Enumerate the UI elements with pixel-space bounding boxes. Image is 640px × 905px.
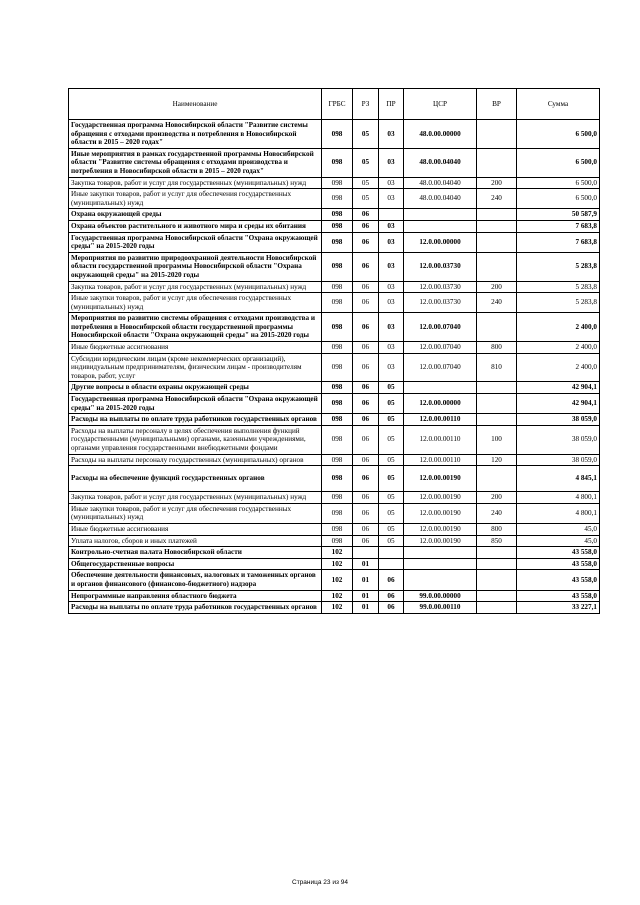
cell-csr: 12.0.00.00000 [404,232,477,252]
cell-rz: 06 [353,209,379,221]
cell-vr [477,414,517,426]
cell-csr: 48.0.00.04040 [404,148,477,177]
cell-csr: 12.0.00.00190 [404,503,477,523]
cell-vr: 200 [477,281,517,293]
table-header-row [69,89,600,120]
cell-vr [477,313,517,342]
cell-grbs: 102 [322,590,353,602]
cell-vr [477,220,517,232]
cell-grbs: 098 [322,252,353,281]
table-row [69,252,600,281]
cell-vr [477,466,517,492]
cell-rz: 05 [353,148,379,177]
cell-vr [477,602,517,614]
cell-name: Иные закупки товаров, работ и услуг для обеспечения государственных (муниципальных) нужд [69,189,322,209]
cell-name: Закупка товаров, работ и услуг для государственных (муниципальных) нужд [69,177,322,189]
cell-csr [404,382,477,394]
cell-rz: 06 [353,252,379,281]
cell-sum: 5 283,8 [517,281,600,293]
cell-csr: 12.0.00.00000 [404,394,477,414]
table-row [69,492,600,504]
cell-sum: 6 500,0 [517,189,600,209]
cell-csr: 12.0.00.03730 [404,252,477,281]
table-row [69,558,600,570]
cell-rz: 01 [353,570,379,590]
cell-pr: 05 [379,503,404,523]
cell-name: Охрана окружающей среды [69,209,322,221]
cell-sum: 43 558,0 [517,590,600,602]
table-row [69,148,600,177]
table-row [69,120,600,149]
cell-csr: 12.0.00.03730 [404,281,477,293]
cell-pr [379,558,404,570]
table-row [69,454,600,466]
cell-grbs: 102 [322,547,353,559]
cell-grbs: 098 [322,189,353,209]
cell-grbs: 098 [322,232,353,252]
cell-pr: 05 [379,394,404,414]
cell-name: Контрольно-счетная палата Новосибирской области [69,547,322,559]
cell-csr: 12.0.00.00190 [404,492,477,504]
cell-pr: 03 [379,232,404,252]
table-row [69,293,600,313]
table-row [69,382,600,394]
cell-vr [477,570,517,590]
cell-rz: 06 [353,313,379,342]
table-row [69,232,600,252]
page-number: Страница 23 из 94 [292,879,348,886]
cell-vr [477,547,517,559]
cell-csr: 12.0.00.00190 [404,523,477,535]
cell-grbs: 098 [322,148,353,177]
cell-name: Субсидии юридическим лицам (кроме некоммерческих организаций), индивидуальным предпринимателям, физическим лицам - производителям товаров, работ, услуг [69,353,322,382]
table-row [69,209,600,221]
cell-sum: 4 845,1 [517,466,600,492]
table-row [69,313,600,342]
cell-name: Государственная программа Новосибирской области "Охрана окружающей среды" на 2015-2020 годы [69,232,322,252]
cell-vr: 200 [477,177,517,189]
cell-pr: 03 [379,313,404,342]
cell-sum: 45,0 [517,523,600,535]
cell-name: Расходы на выплаты по оплате труда работников государственных органов [69,414,322,426]
cell-grbs: 098 [322,492,353,504]
cell-grbs: 098 [322,394,353,414]
cell-grbs: 098 [322,120,353,149]
cell-pr: 05 [379,414,404,426]
table-row [69,177,600,189]
cell-sum: 7 683,8 [517,232,600,252]
cell-csr [404,547,477,559]
table-row [69,414,600,426]
cell-grbs: 098 [322,425,353,454]
cell-sum: 38 059,0 [517,454,600,466]
cell-pr: 03 [379,177,404,189]
cell-pr: 05 [379,492,404,504]
cell-sum: 50 587,9 [517,209,600,221]
cell-csr: 48.0.00.04040 [404,177,477,189]
cell-rz: 06 [353,454,379,466]
cell-pr [379,209,404,221]
table-row [69,394,600,414]
cell-name: Иные закупки товаров, работ и услуг для обеспечения государственных (муниципальных) нужд [69,503,322,523]
cell-name: Мероприятия по развитию системы обращения с отходами производства и потребления в Новосибирской области государственной программы Новосибирской области "Охрана окружающей среды" на 2015-2020 годы [69,313,322,342]
cell-pr: 05 [379,535,404,547]
cell-rz: 06 [353,425,379,454]
cell-rz: 06 [353,466,379,492]
cell-pr: 06 [379,590,404,602]
cell-sum: 43 558,0 [517,547,600,559]
cell-pr: 06 [379,570,404,590]
table-row [69,503,600,523]
cell-sum: 5 283,8 [517,293,600,313]
cell-name: Расходы на обеспечение функций государственных органов [69,466,322,492]
cell-pr: 03 [379,353,404,382]
header-csr: ЦСР [404,89,477,120]
header-name: Наименование [69,89,322,120]
cell-vr: 240 [477,189,517,209]
cell-grbs: 098 [322,353,353,382]
cell-name: Расходы на выплаты персоналу в целях обеспечения выполнения функций государственными (муниципальными) органами, казенными учреждениями, органами управления государственными внебюджетными фондами [69,425,322,454]
cell-pr: 03 [379,281,404,293]
table-row [69,547,600,559]
cell-grbs: 098 [322,503,353,523]
cell-pr: 05 [379,523,404,535]
cell-pr: 05 [379,454,404,466]
budget-table [68,88,600,614]
cell-name: Общегосударственные вопросы [69,558,322,570]
cell-csr: 12.0.00.00110 [404,425,477,454]
cell-pr: 03 [379,148,404,177]
cell-name: Обеспечение деятельности финансовых, налоговых и таможенных органов и органов финансового (финансово-бюджетного) надзора [69,570,322,590]
cell-vr [477,232,517,252]
cell-grbs: 102 [322,570,353,590]
cell-rz: 06 [353,492,379,504]
cell-grbs: 098 [322,209,353,221]
cell-rz: 05 [353,120,379,149]
cell-name: Другие вопросы в области охраны окружающей среды [69,382,322,394]
cell-name: Государственная программа Новосибирской области "Развитие системы обращения с отходами производства и потребления в Новосибирской области в 2015 – 2020 годах" [69,120,322,149]
cell-name: Мероприятия по развитию природоохранной деятельности Новосибирской области государственной программы Новосибирской области "Охрана окружающей среды" на 2015-2020 годы [69,252,322,281]
cell-sum: 38 059,0 [517,425,600,454]
cell-rz: 06 [353,220,379,232]
cell-grbs: 098 [322,293,353,313]
cell-pr: 03 [379,220,404,232]
cell-rz [353,547,379,559]
cell-rz: 06 [353,281,379,293]
table-row [69,523,600,535]
cell-name: Непрограммные направления областного бюджета [69,590,322,602]
header-sum: Сумма [517,89,600,120]
cell-sum: 43 558,0 [517,558,600,570]
cell-vr [477,252,517,281]
cell-name: Расходы на выплаты персоналу государственных (муниципальных) органов [69,454,322,466]
cell-pr: 05 [379,425,404,454]
cell-vr: 240 [477,293,517,313]
header-grbs: ГРБС [322,89,353,120]
cell-rz: 06 [353,342,379,354]
table-row [69,535,600,547]
cell-rz: 05 [353,177,379,189]
cell-pr: 03 [379,342,404,354]
cell-pr: 06 [379,602,404,614]
cell-name: Охрана объектов растительного и животного мира и среды их обитания [69,220,322,232]
cell-grbs: 102 [322,558,353,570]
cell-vr [477,148,517,177]
cell-csr: 12.0.00.07040 [404,313,477,342]
header-rz: РЗ [353,89,379,120]
cell-vr: 200 [477,492,517,504]
table-row [69,590,600,602]
cell-sum: 6 500,0 [517,177,600,189]
cell-sum: 4 800,1 [517,492,600,504]
cell-pr [379,547,404,559]
cell-vr [477,394,517,414]
cell-vr [477,590,517,602]
header-pr: ПР [379,89,404,120]
cell-grbs: 098 [322,454,353,466]
cell-csr: 12.0.00.00110 [404,414,477,426]
table-row [69,570,600,590]
cell-csr: 12.0.00.07040 [404,342,477,354]
cell-rz: 01 [353,602,379,614]
cell-name: Уплата налогов, сборов и иных платежей [69,535,322,547]
cell-rz: 06 [353,414,379,426]
cell-rz: 06 [353,394,379,414]
cell-csr: 99.0.00.00000 [404,590,477,602]
cell-vr: 120 [477,454,517,466]
cell-sum: 6 500,0 [517,148,600,177]
cell-csr: 12.0.00.07040 [404,353,477,382]
cell-grbs: 098 [322,220,353,232]
table-row [69,602,600,614]
cell-rz: 01 [353,558,379,570]
cell-grbs: 098 [322,342,353,354]
cell-rz: 06 [353,503,379,523]
cell-vr [477,558,517,570]
cell-vr: 100 [477,425,517,454]
cell-grbs: 098 [322,414,353,426]
cell-sum: 42 904,1 [517,382,600,394]
cell-vr [477,382,517,394]
cell-vr: 800 [477,523,517,535]
cell-csr [404,570,477,590]
cell-rz: 01 [353,590,379,602]
cell-grbs: 098 [322,523,353,535]
cell-rz: 06 [353,535,379,547]
cell-sum: 43 558,0 [517,570,600,590]
cell-name: Иные мероприятия в рамках государственной программы Новосибирской области "Развитие системы обращения с отходами производства и потребления в Новосибирской области в 2015 – 2020 годах" [69,148,322,177]
cell-grbs: 098 [322,177,353,189]
cell-grbs: 098 [322,281,353,293]
table-row [69,189,600,209]
cell-sum: 2 400,0 [517,353,600,382]
cell-rz: 06 [353,523,379,535]
cell-csr: 48.0.00.00000 [404,120,477,149]
cell-vr [477,120,517,149]
cell-csr: 99.0.00.00110 [404,602,477,614]
cell-name: Расходы на выплаты по оплате труда работников государственных органов [69,602,322,614]
cell-csr: 12.0.00.00190 [404,535,477,547]
cell-sum: 33 227,1 [517,602,600,614]
table-body [69,120,600,614]
table-row [69,281,600,293]
cell-name: Иные бюджетные ассигнования [69,523,322,535]
cell-csr: 12.0.00.03730 [404,293,477,313]
cell-sum: 7 683,8 [517,220,600,232]
cell-sum: 4 800,1 [517,503,600,523]
cell-sum: 38 059,0 [517,414,600,426]
cell-pr: 05 [379,466,404,492]
cell-sum: 6 500,0 [517,120,600,149]
cell-name: Иные бюджетные ассигнования [69,342,322,354]
table-row [69,220,600,232]
cell-sum: 45,0 [517,535,600,547]
header-vr: ВР [477,89,517,120]
cell-vr: 810 [477,353,517,382]
cell-grbs: 098 [322,313,353,342]
table-row [69,466,600,492]
cell-sum: 2 400,0 [517,342,600,354]
cell-grbs: 102 [322,602,353,614]
cell-csr: 12.0.00.00190 [404,466,477,492]
cell-pr: 03 [379,120,404,149]
cell-sum: 2 400,0 [517,313,600,342]
cell-rz: 05 [353,189,379,209]
cell-vr [477,209,517,221]
cell-pr: 05 [379,382,404,394]
cell-csr: 12.0.00.00110 [404,454,477,466]
cell-pr: 03 [379,252,404,281]
cell-name: Иные закупки товаров, работ и услуг для обеспечения государственных (муниципальных) нужд [69,293,322,313]
cell-csr [404,209,477,221]
table-row [69,425,600,454]
cell-sum: 42 904,1 [517,394,600,414]
cell-vr: 800 [477,342,517,354]
cell-name: Государственная программа Новосибирской области "Охрана окружающей среды" на 2015-2020 годы [69,394,322,414]
cell-grbs: 098 [322,382,353,394]
cell-grbs: 098 [322,535,353,547]
cell-rz: 06 [353,353,379,382]
cell-csr [404,558,477,570]
table-row [69,353,600,382]
cell-pr: 03 [379,189,404,209]
cell-rz: 06 [353,382,379,394]
cell-vr: 850 [477,535,517,547]
cell-name: Закупка товаров, работ и услуг для государственных (муниципальных) нужд [69,281,322,293]
cell-rz: 06 [353,293,379,313]
cell-vr: 240 [477,503,517,523]
cell-csr: 48.0.00.04040 [404,189,477,209]
cell-name: Закупка товаров, работ и услуг для государственных (муниципальных) нужд [69,492,322,504]
cell-rz: 06 [353,232,379,252]
cell-grbs: 098 [322,466,353,492]
table-row [69,342,600,354]
cell-pr: 03 [379,293,404,313]
cell-csr [404,220,477,232]
cell-sum: 5 283,8 [517,252,600,281]
